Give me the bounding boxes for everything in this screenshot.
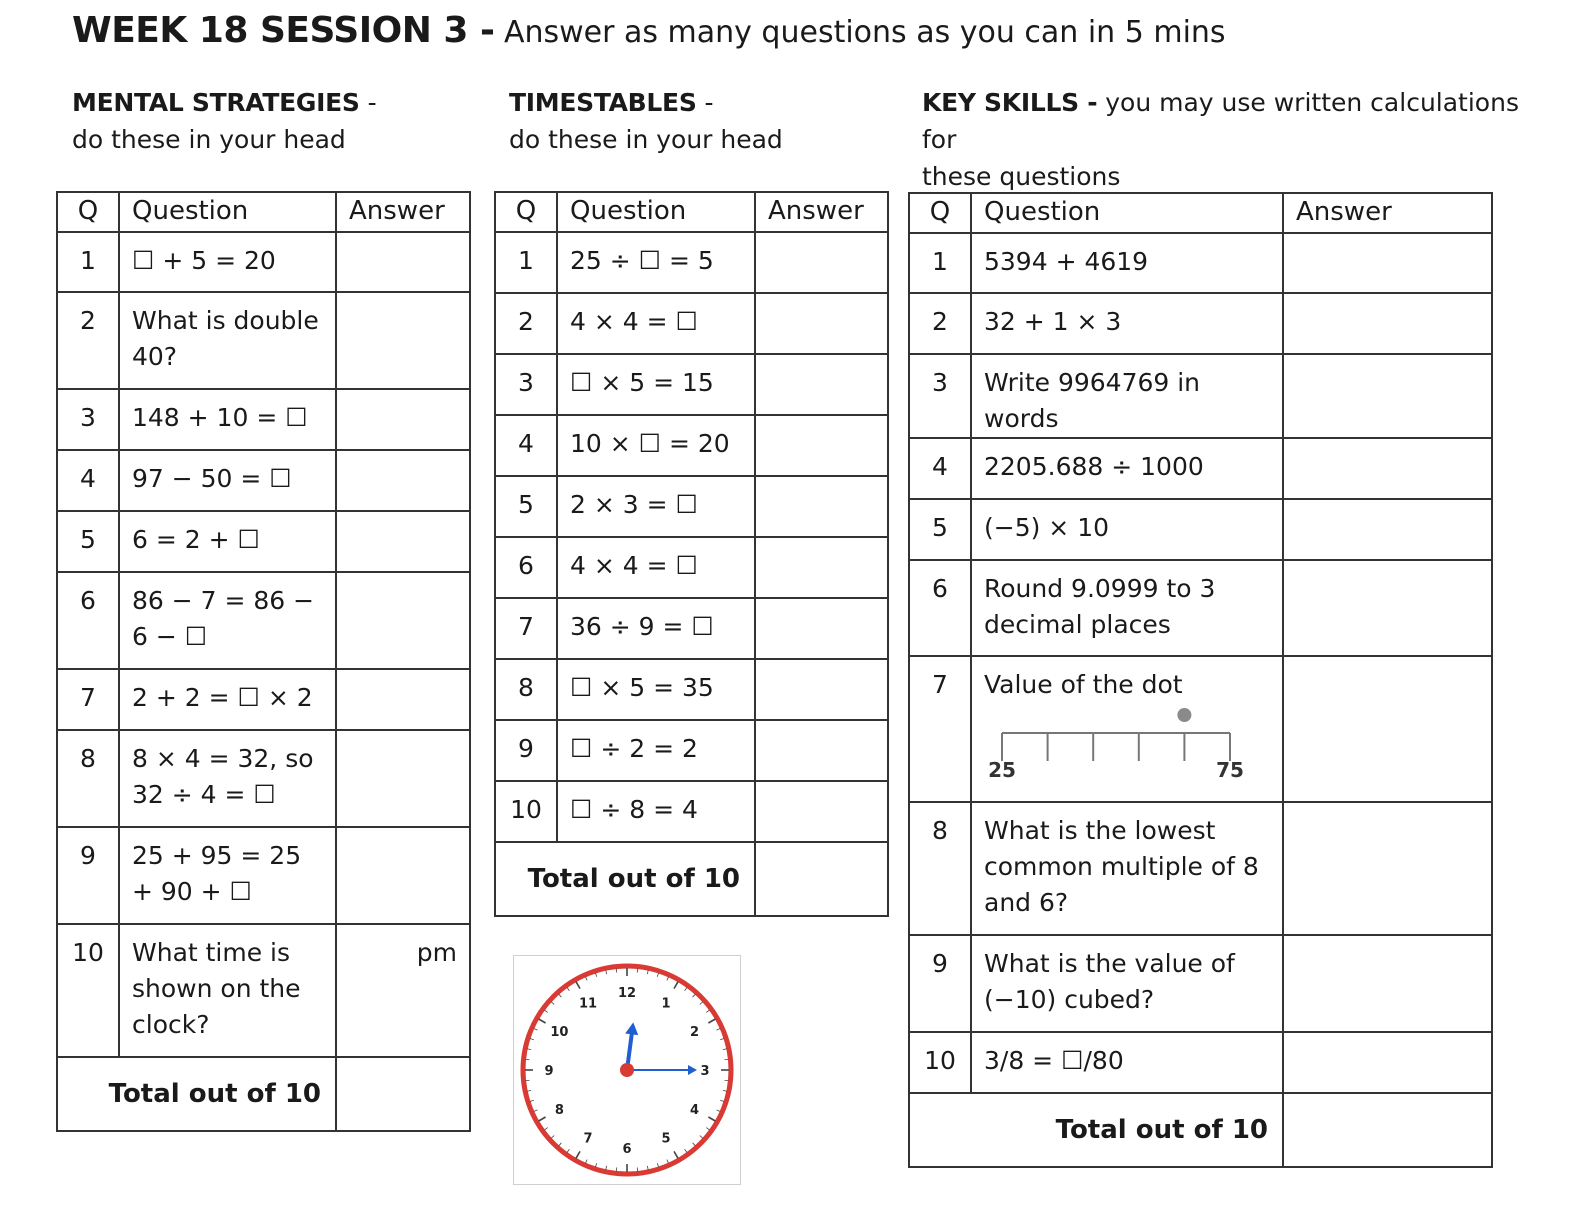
question-text: 3/8 = ☐/80 <box>971 1032 1283 1093</box>
answer-header: Answer <box>1283 193 1492 233</box>
key-heading-line2: these questions <box>922 162 1121 191</box>
clock-numeral: 8 <box>554 1103 564 1118</box>
answer-header: Answer <box>755 192 888 232</box>
q-number: 8 <box>57 730 119 827</box>
question-text: 36 ÷ 9 = ☐ <box>557 598 755 659</box>
q-number: 3 <box>495 354 557 415</box>
analog-clock <box>514 956 740 1184</box>
table-row <box>495 415 888 476</box>
table-row <box>495 720 888 781</box>
total-row <box>909 1093 1492 1167</box>
table-row <box>495 598 888 659</box>
question-text: 97 − 50 = ☐ <box>119 450 336 511</box>
table-row <box>57 450 470 511</box>
q-number: 10 <box>909 1032 971 1093</box>
q-number: 10 <box>57 924 119 1057</box>
q-header: Q <box>495 192 557 232</box>
q-number: 7 <box>57 669 119 730</box>
answer-cell[interactable] <box>755 293 888 354</box>
clock-numeral: 6 <box>622 1142 632 1157</box>
question-text: (−5) × 10 <box>971 499 1283 560</box>
answer-cell[interactable] <box>755 781 888 842</box>
q-number: 6 <box>909 560 971 656</box>
answer-cell[interactable] <box>755 476 888 537</box>
table-row <box>57 389 470 450</box>
answer-cell[interactable] <box>1283 293 1492 354</box>
clock-numeral: 5 <box>661 1131 671 1147</box>
question-text: 4 × 4 = ☐ <box>557 293 755 354</box>
total-row <box>57 1057 470 1131</box>
answer-cell[interactable] <box>336 827 470 924</box>
answer-cell[interactable] <box>1283 802 1492 935</box>
key-heading-bold: KEY SKILLS - <box>922 88 1098 117</box>
clock-numeral: 11 <box>578 996 598 1012</box>
answer-cell[interactable] <box>755 232 888 293</box>
table-row <box>57 924 470 1057</box>
question-text: 10 × ☐ = 20 <box>557 415 755 476</box>
table-row <box>909 438 1492 499</box>
question-text: 148 + 10 = ☐ <box>119 389 336 450</box>
total-answer-cell[interactable] <box>336 1057 470 1131</box>
table-row <box>495 232 888 293</box>
q-header: Q <box>909 193 971 233</box>
q-header: Q <box>57 192 119 232</box>
clock-numeral: 4 <box>690 1103 700 1118</box>
answer-cell[interactable] <box>755 720 888 781</box>
table-row <box>57 292 470 389</box>
question-header: Question <box>971 193 1283 233</box>
answer-cell[interactable] <box>1283 499 1492 560</box>
answer-cell[interactable] <box>755 415 888 476</box>
answer-cell[interactable] <box>755 598 888 659</box>
table-row <box>57 572 470 669</box>
header-row <box>57 192 470 232</box>
q-number: 6 <box>495 537 557 598</box>
times-heading-rest: - <box>696 88 714 117</box>
q-number: 5 <box>495 476 557 537</box>
number-line-dot <box>1177 708 1191 722</box>
question-text: ☐ ÷ 8 = 4 <box>557 781 755 842</box>
question-text: 4 × 4 = ☐ <box>557 537 755 598</box>
clock-center <box>620 1063 634 1077</box>
table-row <box>57 730 470 827</box>
times-heading-bold: TIMESTABLES <box>509 88 697 117</box>
question-text: 25 ÷ ☐ = 5 <box>557 232 755 293</box>
times-heading-line2: do these in your head <box>509 125 783 154</box>
section-heading-times <box>509 84 783 158</box>
table-row <box>909 354 1492 438</box>
question-text: What time is shown on the clock? <box>119 924 336 1057</box>
answer-cell[interactable] <box>1283 354 1492 438</box>
table-row <box>495 476 888 537</box>
header-row <box>495 192 888 232</box>
title-instruction: Answer as many questions as you can in 5 mins <box>494 15 1226 50</box>
clock-numeral: 12 <box>617 986 637 1001</box>
answer-cell[interactable] <box>336 292 470 389</box>
question-text: ☐ ÷ 2 = 2 <box>557 720 755 781</box>
total-label: Total out of 10 <box>495 842 755 916</box>
answer-cell[interactable] <box>755 537 888 598</box>
answer-cell[interactable] <box>1283 560 1492 656</box>
question-text: Write 9964769 in words <box>971 354 1283 438</box>
question-text: 6 = 2 + ☐ <box>119 511 336 572</box>
key-heading-rest: you may use written calculations for <box>922 88 1519 154</box>
answer-cell[interactable] <box>336 232 470 292</box>
table-row <box>495 354 888 415</box>
q-number: 4 <box>909 438 971 499</box>
q-number: 10 <box>495 781 557 842</box>
table-row <box>495 293 888 354</box>
question-text: Value of the dot <box>984 670 1183 699</box>
q-number: 2 <box>57 292 119 389</box>
question-text: 2 + 2 = ☐ × 2 <box>119 669 336 730</box>
table-row <box>909 1032 1492 1093</box>
clock-numeral: 10 <box>550 1025 569 1040</box>
answer-cell[interactable]: pm <box>336 924 470 1057</box>
q-number: 3 <box>57 389 119 450</box>
question-text: 32 + 1 × 3 <box>971 293 1283 354</box>
table-row <box>909 560 1492 656</box>
total-row <box>495 842 888 916</box>
q-number: 8 <box>909 802 971 935</box>
answer-cell[interactable] <box>336 511 470 572</box>
q-number: 9 <box>495 720 557 781</box>
question-text: ☐ × 5 = 15 <box>557 354 755 415</box>
title-session: WEEK 18 SESSION 3 - <box>72 10 495 51</box>
q-number: 1 <box>909 233 971 293</box>
clock-numeral: 3 <box>700 1064 710 1079</box>
number-line-diagram <box>984 703 1264 785</box>
mental-heading-rest: - <box>359 88 377 117</box>
q-number: 1 <box>57 232 119 292</box>
q-number: 4 <box>57 450 119 511</box>
clock-numeral: 2 <box>690 1025 700 1040</box>
total-label: Total out of 10 <box>57 1057 336 1131</box>
key-table <box>908 192 1493 1168</box>
clock-image <box>513 955 741 1185</box>
section-heading-key <box>922 84 1522 195</box>
table-row <box>495 781 888 842</box>
answer-cell[interactable] <box>336 572 470 669</box>
total-answer-cell[interactable] <box>755 842 888 916</box>
mental-heading-bold: MENTAL STRATEGIES <box>72 88 360 117</box>
table-row <box>909 935 1492 1032</box>
question-cell-number-line <box>971 656 1283 802</box>
answer-cell[interactable] <box>336 389 470 450</box>
table-row <box>57 232 470 292</box>
header-row <box>909 193 1492 233</box>
question-text: 25 + 95 = 25 + 90 + ☐ <box>119 827 336 924</box>
clock-numeral: 1 <box>661 996 671 1012</box>
question-text: What is double 40? <box>119 292 336 389</box>
question-header: Question <box>119 192 336 232</box>
answer-cell[interactable] <box>755 354 888 415</box>
answer-cell[interactable] <box>336 450 470 511</box>
total-answer-cell[interactable] <box>1283 1093 1492 1167</box>
table-row <box>909 293 1492 354</box>
q-number: 5 <box>57 511 119 572</box>
mental-table <box>56 191 471 1132</box>
question-text: 86 − 7 = 86 − 6 − ☐ <box>119 572 336 669</box>
answer-cell[interactable] <box>1283 935 1492 1032</box>
q-number: 7 <box>495 598 557 659</box>
answer-cell[interactable] <box>1283 438 1492 499</box>
table-row <box>57 827 470 924</box>
question-text: What is the lowest common multiple of 8 and 6? <box>971 802 1283 935</box>
question-text: Round 9.0999 to 3 decimal places <box>971 560 1283 656</box>
answer-header: Answer <box>336 192 470 232</box>
q-number: 6 <box>57 572 119 669</box>
total-label: Total out of 10 <box>909 1093 1283 1167</box>
q-number: 5 <box>909 499 971 560</box>
clock-numeral: 9 <box>544 1064 554 1079</box>
section-heading-mental <box>72 84 377 158</box>
question-text: 8 × 4 = 32, so 32 ÷ 4 = ☐ <box>119 730 336 827</box>
q-number: 9 <box>57 827 119 924</box>
table-row <box>909 233 1492 293</box>
number-line-start-label: 25 <box>988 758 1016 782</box>
q-number: 7 <box>909 656 971 802</box>
question-text: ☐ + 5 = 20 <box>119 232 336 292</box>
question-text: 2205.688 ÷ 1000 <box>971 438 1283 499</box>
clock-numeral: 7 <box>583 1131 593 1147</box>
q-number: 2 <box>909 293 971 354</box>
table-row <box>909 499 1492 560</box>
question-text: What is the value of (−10) cubed? <box>971 935 1283 1032</box>
times-table <box>494 191 889 917</box>
answer-cell[interactable] <box>1283 233 1492 293</box>
table-row <box>495 659 888 720</box>
table-row <box>909 802 1492 935</box>
answer-cell[interactable] <box>755 659 888 720</box>
question-text: 2 × 3 = ☐ <box>557 476 755 537</box>
table-row <box>909 656 1492 802</box>
table-row <box>495 537 888 598</box>
q-number: 8 <box>495 659 557 720</box>
question-text: ☐ × 5 = 35 <box>557 659 755 720</box>
answer-cell[interactable] <box>1283 656 1492 802</box>
question-header: Question <box>557 192 755 232</box>
q-number: 4 <box>495 415 557 476</box>
q-number: 1 <box>495 232 557 293</box>
answer-cell[interactable] <box>336 669 470 730</box>
question-text: 5394 + 4619 <box>971 233 1283 293</box>
worksheet-title <box>72 10 1226 51</box>
q-number: 2 <box>495 293 557 354</box>
q-number: 9 <box>909 935 971 1032</box>
answer-cell[interactable] <box>336 730 470 827</box>
mental-heading-line2: do these in your head <box>72 125 346 154</box>
table-row <box>57 511 470 572</box>
q-number: 3 <box>909 354 971 438</box>
number-line-end-label: 75 <box>1216 758 1244 782</box>
table-row <box>57 669 470 730</box>
answer-cell[interactable] <box>1283 1032 1492 1093</box>
